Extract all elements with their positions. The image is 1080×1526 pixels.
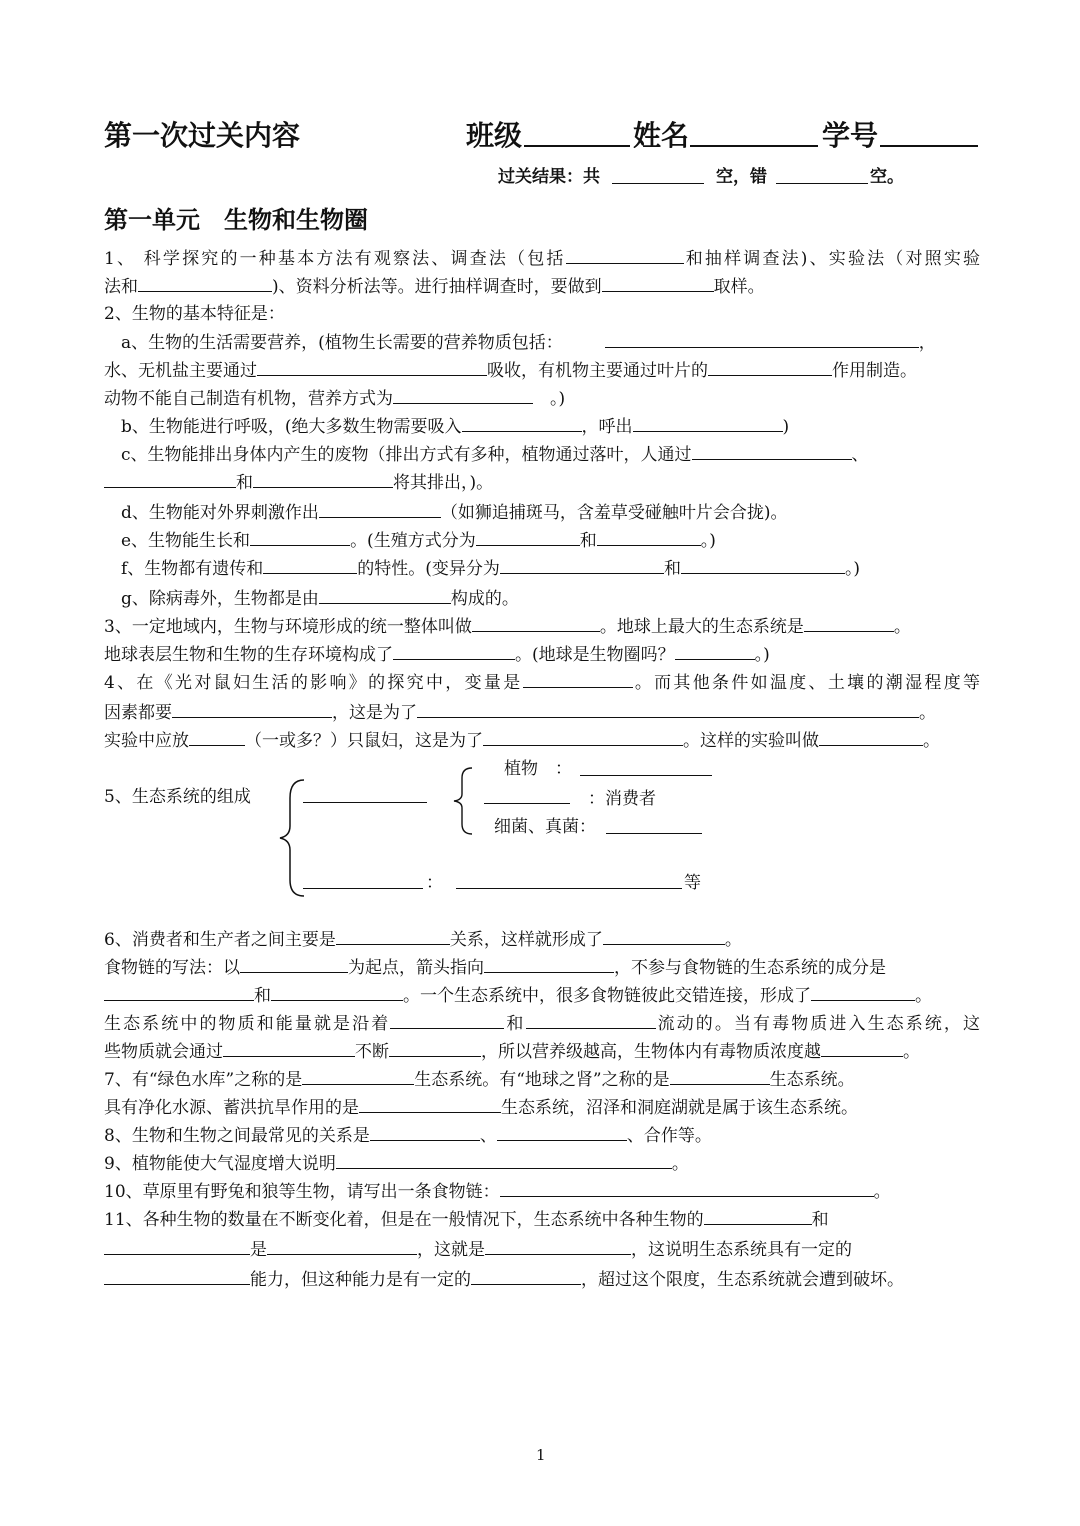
answer-blank[interactable] <box>566 245 684 264</box>
student-id-blank[interactable] <box>880 145 978 147</box>
question-line: 7、有“绿色水库”之称的是 生态系统。有“地球之肾”之称的是 生态系统。 <box>104 1066 980 1092</box>
decomposer-blank[interactable] <box>606 833 702 834</box>
answer-blank[interactable] <box>526 1010 656 1029</box>
question-line: 动物不能自己制造有机物，营养方式为 。) <box>104 385 980 411</box>
answer-blank[interactable] <box>472 613 600 632</box>
answer-blank[interactable] <box>670 1066 770 1085</box>
answer-blank[interactable] <box>704 1206 812 1225</box>
answer-blank[interactable] <box>602 273 714 292</box>
question-line: 是 ，这就是 ，这说明生态系统具有一定的 <box>104 1236 980 1262</box>
question-line: b、生物能进行呼吸，(绝大多数生物需要吸入 ，呼出 ) <box>104 413 980 439</box>
etc-label: 等 <box>684 873 701 893</box>
question-line: 10、草原里有野兔和狼等生物，请写出一条食物链： 。 <box>104 1178 980 1204</box>
diagram-label: 5、生态系统的组成 <box>104 787 251 807</box>
question-line: 地球表层生物和生物的生存环境构成了 。(地球是生物圈吗？ 。) <box>104 641 980 667</box>
abiotic-colon: ： <box>426 873 443 893</box>
answer-blank[interactable] <box>819 727 923 746</box>
class-label: 班级 <box>466 119 523 152</box>
question-line: 生态系统中的物质和能量就是沿着 和 流动的。当有毒物质进入生态系统，这 <box>104 1010 980 1036</box>
question-line: d、生物能对外界刺激作出 （如狮追捕斑马，含羞草受碰触叶片会合拢)。 <box>104 499 980 525</box>
answer-blank[interactable] <box>804 613 894 632</box>
answer-blank[interactable] <box>417 699 919 718</box>
question-line: 6、消费者和生产者之间主要是 关系，这样就形成了 。 <box>104 926 980 952</box>
answer-blank[interactable] <box>603 926 725 945</box>
answer-blank[interactable] <box>476 527 580 546</box>
question-line: 1、 科学探究的一种基本方法有观察法、调查法（包括 和抽样调查法)、实验法（对照实验 <box>104 245 980 271</box>
answer-blank[interactable] <box>497 1122 627 1141</box>
producer-blank[interactable] <box>580 775 712 776</box>
question-line: 11、各种生物的数量在不断变化着，但是在一般情况下，生态系统中各种生物的 和 <box>104 1206 980 1232</box>
answer-blank[interactable] <box>523 669 633 688</box>
question-line: 能力，但这种能力是有一定的 ，超过这个限度，生态系统就会遭到破坏。 <box>104 1266 980 1292</box>
abiotic-examples-blank[interactable] <box>456 888 682 889</box>
question-line: 水、无机盐主要通过 吸收，有机物主要通过叶片的 作用制造。 <box>104 357 980 383</box>
answer-blank[interactable] <box>263 555 357 574</box>
answer-blank[interactable] <box>104 982 254 1001</box>
answer-blank[interactable] <box>359 1094 501 1113</box>
answer-blank[interactable] <box>172 699 332 718</box>
answer-blank[interactable] <box>597 527 701 546</box>
answer-blank[interactable] <box>257 357 487 376</box>
answer-blank[interactable] <box>189 727 245 746</box>
result-mid: 空，错 <box>716 167 767 187</box>
page-number: 1 <box>536 1446 546 1464</box>
name-label: 姓名 <box>633 119 690 152</box>
answer-blank[interactable] <box>250 527 350 546</box>
answer-blank[interactable] <box>370 1122 480 1141</box>
question-line: f、生物都有遗传和 的特性。(变异分为 和 。) <box>104 555 980 581</box>
answer-blank[interactable] <box>138 273 272 292</box>
question-line: g、除病毒外，生物都是由 构成的。 <box>104 585 980 611</box>
page-title: 第一次过关内容 <box>104 119 301 152</box>
question-line: 食物链的写法：以 为起点，箭头指向 ，不参与食物链的生态系统的成分是 <box>104 954 980 980</box>
answer-blank[interactable] <box>393 641 515 660</box>
class-blank[interactable] <box>524 145 630 147</box>
answer-blank[interactable] <box>104 1236 250 1255</box>
inner-brace-icon <box>450 764 480 838</box>
result-total-blank[interactable] <box>612 183 704 184</box>
question-line: 和 。一个生态系统中，很多食物链彼此交错连接，形成了 。 <box>104 982 980 1008</box>
answer-blank[interactable] <box>485 1236 631 1255</box>
bacteria-fungi-label: 细菌、真菌： <box>494 817 596 837</box>
answer-blank[interactable] <box>811 982 915 1001</box>
result-prefix: 过关结果：共 <box>498 167 600 187</box>
question-line: 9、植物能使大气湿度增大说明 。 <box>104 1150 980 1176</box>
answer-blank[interactable] <box>681 555 845 574</box>
result-wrong-blank[interactable] <box>776 183 868 184</box>
name-blank[interactable] <box>690 145 818 147</box>
question-line: 些物质就会通过 不断 ，所以营养级越高，生物体内有毒物质浓度越 。 <box>104 1038 980 1064</box>
consumer-blank[interactable] <box>484 803 570 804</box>
answer-blank[interactable] <box>302 1066 414 1085</box>
unit-title: 第一单元 生物和生物圈 <box>104 205 368 234</box>
question-line: 和 将其排出，)。 <box>104 469 980 495</box>
answer-blank[interactable] <box>633 413 783 432</box>
question-line: e、生物能生长和 。(生殖方式分为 和 。) <box>104 527 980 553</box>
answer-blank[interactable] <box>389 1038 481 1057</box>
student-id-label: 学号 <box>822 119 879 152</box>
answer-blank[interactable] <box>462 413 582 432</box>
result-suffix: 空。 <box>870 167 904 187</box>
answer-blank[interactable] <box>223 1038 355 1057</box>
question-line: 3、一定地域内，生物与环境形成的统一整体叫做 。地球上最大的生态系统是 。 <box>104 613 980 639</box>
question-line: 4、在《光对鼠妇生活的影响》的探究中，变量是 。而其他条件如温度、土壤的潮湿程度等 <box>104 669 980 695</box>
plant-label: 植物 ： <box>504 759 572 779</box>
answer-blank[interactable] <box>484 954 614 973</box>
biotic-component-blank[interactable] <box>303 802 427 803</box>
abiotic-component-blank[interactable] <box>303 888 423 889</box>
answer-blank[interactable] <box>336 1150 672 1169</box>
answer-blank[interactable] <box>104 469 236 488</box>
answer-blank[interactable] <box>471 1266 581 1285</box>
answer-blank[interactable] <box>708 357 832 376</box>
answer-blank[interactable] <box>240 954 348 973</box>
answer-blank[interactable] <box>104 1266 250 1285</box>
question-line: 法和 )、资料分析法等。进行抽样调查时，要做到 取样。 <box>104 273 980 299</box>
question-line: c、生物能排出身体内产生的废物（排出方式有多种，植物通过落叶，人通过 、 <box>104 441 980 467</box>
answer-blank[interactable] <box>253 469 393 488</box>
question-line: 具有净化水源、蓄洪抗旱作用的是 生态系统，沼泽和洞庭湖就是属于该生态系统。 <box>104 1094 980 1120</box>
answer-blank[interactable] <box>500 1178 874 1197</box>
answer-blank[interactable] <box>267 1236 417 1255</box>
answer-blank[interactable] <box>605 329 919 348</box>
answer-blank[interactable] <box>390 1010 504 1029</box>
answer-blank[interactable] <box>692 441 852 460</box>
question-line: a、生物的生活需要营养，(植物生长需要的营养物质包括： ， <box>104 329 980 355</box>
question-line: 2、生物的基本特征是： <box>104 304 285 324</box>
answer-blank[interactable] <box>500 555 664 574</box>
answer-blank[interactable] <box>483 727 683 746</box>
answer-blank[interactable] <box>319 499 441 518</box>
answer-blank[interactable] <box>675 641 755 660</box>
answer-blank[interactable] <box>319 585 451 604</box>
question-line: 实验中应放 （一或多？）只鼠妇，这是为了 。这样的实验叫做 。 <box>104 727 980 753</box>
question-line: 因素都要 ，这是为了 。 <box>104 699 980 725</box>
answer-blank[interactable] <box>821 1038 903 1057</box>
answer-blank[interactable] <box>271 982 403 1001</box>
question-line: 8、生物和生物之间最常见的关系是 、 、合作等。 <box>104 1122 980 1148</box>
answer-blank[interactable] <box>393 385 533 404</box>
outer-brace-icon <box>276 776 316 900</box>
answer-blank[interactable] <box>336 926 450 945</box>
consumer-label: ：消费者 <box>588 789 656 809</box>
